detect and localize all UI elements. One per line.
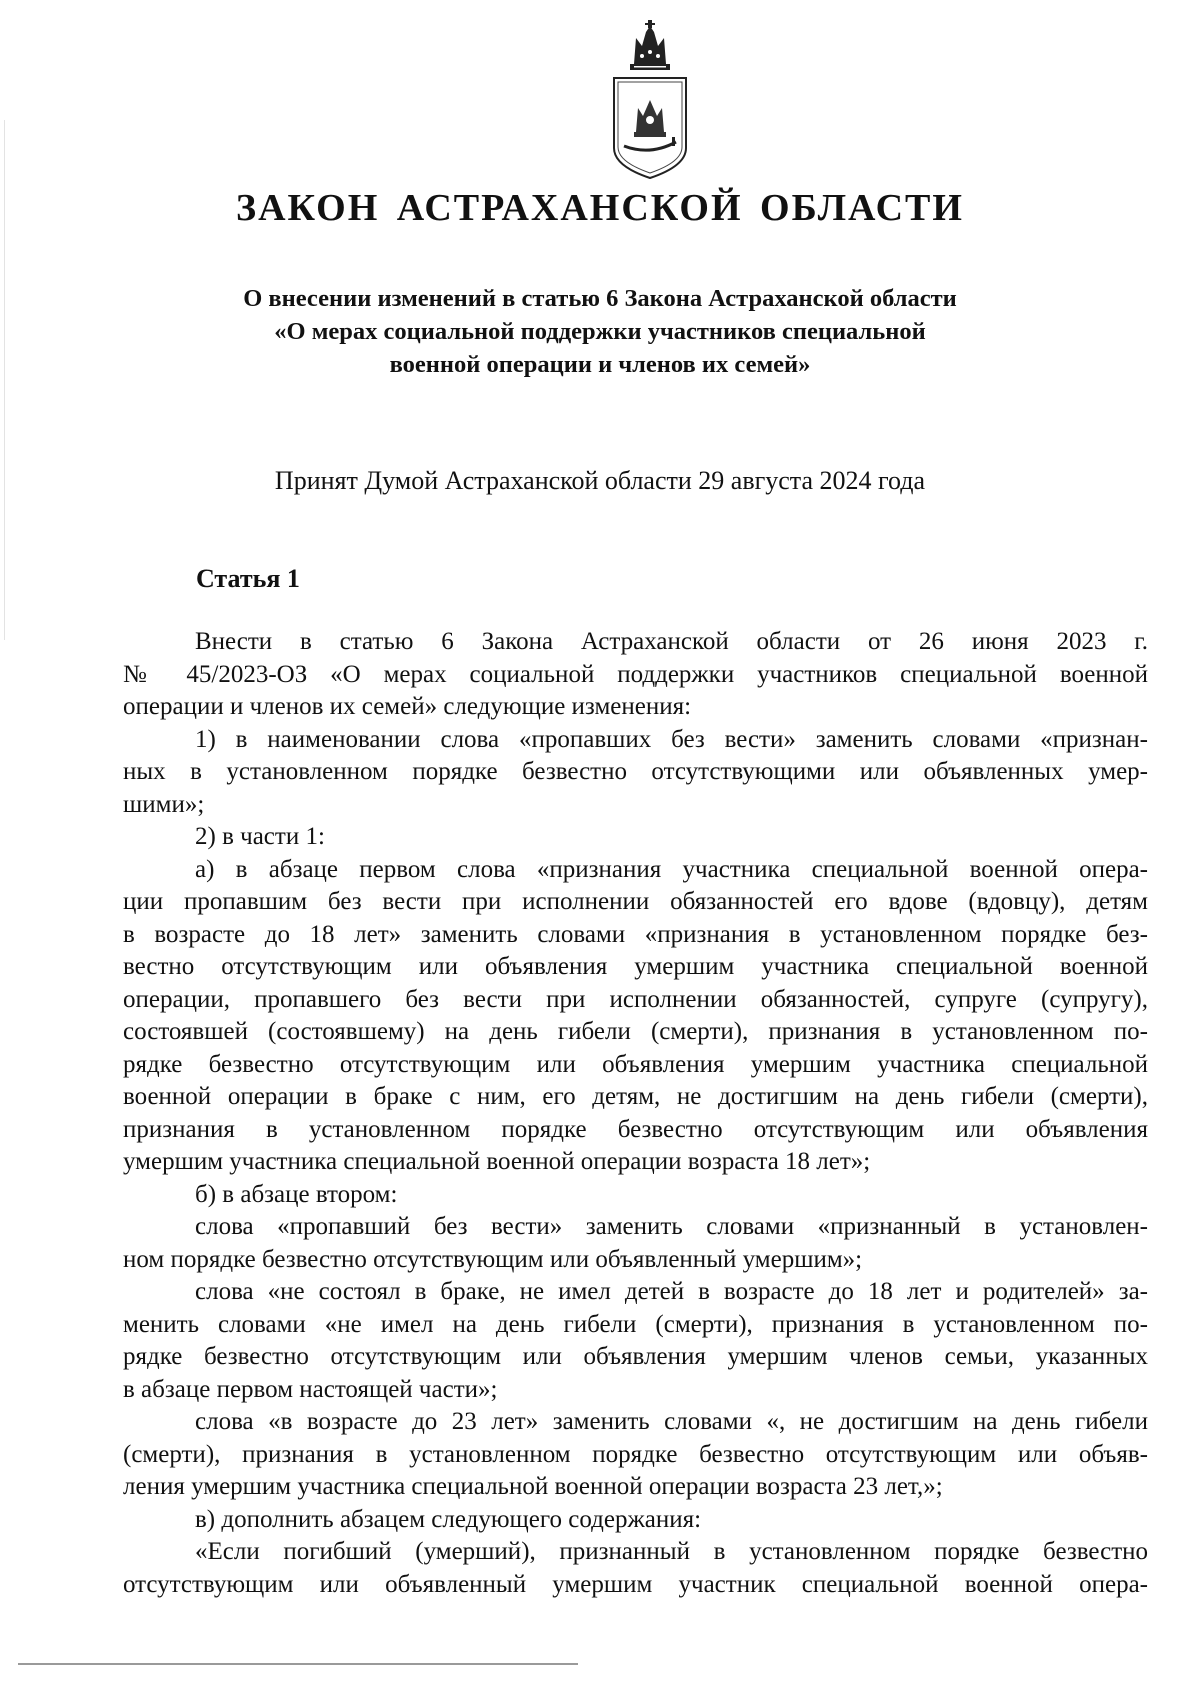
body-line: ном порядке безвестно отсутствующим или объявленный умершим»; bbox=[123, 1245, 863, 1273]
body-line: менить словами «не имел на день гибели (смерти), признания в установленном по- bbox=[123, 1310, 1148, 1338]
body-line: слова «не состоял в браке, не имел детей в возрасте до 18 лет и родителей» за- bbox=[195, 1278, 1148, 1305]
body-line: умершим участника специальной военной операции возраста 18 лет»; bbox=[123, 1148, 871, 1175]
body-line: вестно отсутствующим или объявления умершим участника специальной военной bbox=[123, 953, 1148, 980]
body-line: состоявшей (состоявшему) на день гибели (смерти), признания в установленном по- bbox=[123, 1018, 1148, 1045]
body-line: рядке безвестно отсутствующим или объявления умершим членов семьи, указанных bbox=[123, 1343, 1148, 1370]
body-line: слова «в возрасте до 23 лет» заменить словами «, не достигшим на день гибели bbox=[195, 1408, 1148, 1435]
body-line: военной операции в браке с ним, его детям, не достигшим на день гибели (смерти), bbox=[123, 1083, 1148, 1110]
body-line: 1) в наименовании слова «пропавших без вести» заменить словами «признан- bbox=[195, 725, 1148, 753]
adoption-note: Принят Думой Астраханской области 29 августа 2024 года bbox=[274, 466, 926, 495]
body-line: операции, пропавшего без вести при исполнении обязанностей, супруге (супругу), bbox=[123, 985, 1148, 1013]
body-line: Внести в статью 6 Закона Астраханской области от 26 июня 2023 г. bbox=[195, 628, 1148, 655]
body-line: шими»; bbox=[123, 790, 205, 818]
subtitle-line: военной операции и членов их семей» bbox=[389, 351, 811, 378]
law-subtitle bbox=[150, 282, 1050, 381]
subtitle-line: «О мерах социальной поддержки участников специальной bbox=[274, 318, 926, 345]
body-line: в) дополнить абзацем следующего содержания: bbox=[195, 1505, 702, 1533]
article-heading: Статья 1 bbox=[196, 564, 300, 593]
body-line: слова «пропавший без вести» заменить словами «признанный в установлен- bbox=[195, 1213, 1148, 1240]
body-line: отсутствующим или объявленный умершим участник специальной военной опера- bbox=[123, 1570, 1148, 1598]
article-body bbox=[123, 626, 1148, 1601]
body-line: в абзаце первом настоящей части»; bbox=[123, 1375, 498, 1403]
body-line: операции и членов их семей» следующие изменения: bbox=[123, 693, 692, 720]
coat-of-arms-icon bbox=[608, 20, 692, 182]
body-line: 2) в части 1: bbox=[195, 823, 325, 850]
body-line: в возрасте до 18 лет» заменить словами «признания в установленном порядке без- bbox=[123, 920, 1148, 948]
body-line: ных в установленном порядке безвестно отсутствующими или объявленных умер- bbox=[123, 758, 1148, 785]
body-line: (смерти), признания в установленном порядке безвестно отсутствующим или объяв- bbox=[123, 1440, 1148, 1468]
subtitle-line: О внесении изменений в статью 6 Закона Астраханской области bbox=[243, 285, 957, 312]
body-line: признания в установленном порядке безвестно отсутствующим или объявления bbox=[123, 1115, 1148, 1143]
body-line: ления умершим участника специальной военной операции возраста 23 лет,»; bbox=[123, 1473, 943, 1500]
body-line: ции пропавшим без вести при исполнении обязанностей его вдове (вдовцу), детям bbox=[123, 888, 1148, 915]
document-title: ЗАКОН АСТРАХАНСКОЙ ОБЛАСТИ bbox=[236, 187, 964, 229]
body-line: «Если погибший (умерший), признанный в установленном порядке безвестно bbox=[195, 1538, 1148, 1565]
body-line: а) в абзаце первом слова «признания участника специальной военной опера- bbox=[195, 855, 1148, 883]
scan-artifact-line bbox=[18, 1663, 578, 1665]
body-line: № 45/2023-ОЗ «О мерах социальной поддержки участников специальной военной bbox=[123, 660, 1148, 688]
body-line: рядке безвестно отсутствующим или объявления умершим участника специальной bbox=[123, 1050, 1148, 1078]
body-line: б) в абзаце втором: bbox=[195, 1180, 398, 1208]
